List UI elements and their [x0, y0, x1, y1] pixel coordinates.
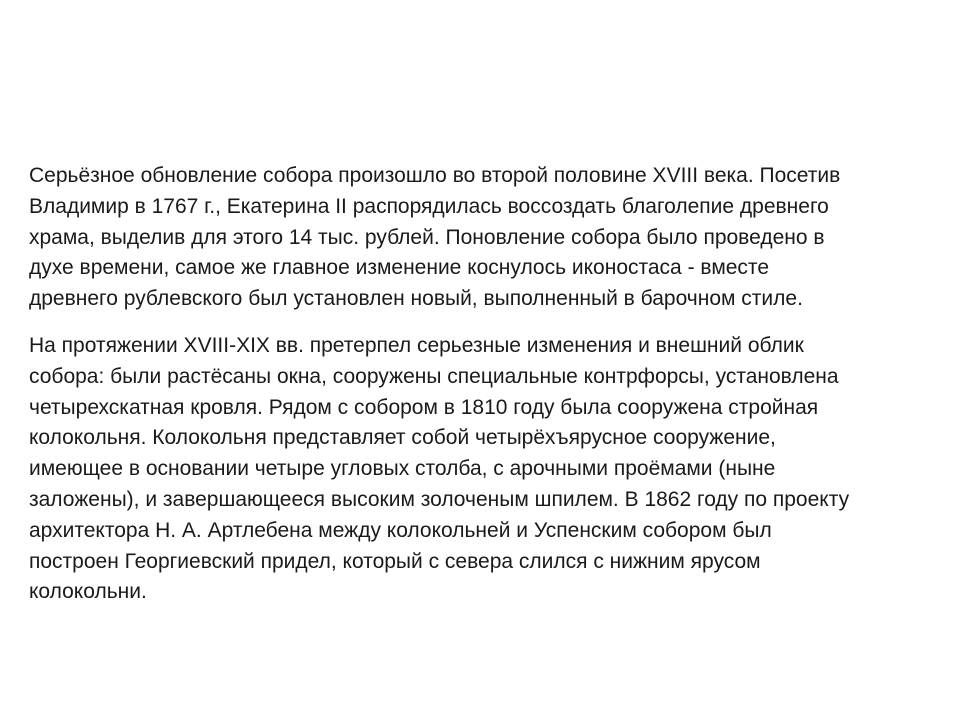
paragraph-spacer	[29, 315, 960, 331]
text-line: собора: были растёсаны окна, сооружены специальные контрфорсы, установлена	[29, 364, 839, 388]
text-line: На протяжении XVIII-XIX вв. претерпел серьезные изменения и внешний облик	[29, 333, 804, 357]
text-line: архитектора Н. А. Артлебена между колокольней и Успенским собором был	[29, 518, 772, 542]
text-line: колокольни.	[29, 580, 147, 604]
text-line: Серьёзное обновление собора произошло во второй половине XVIII века. Посетив	[29, 164, 841, 187]
text-line: храма, выделив для этого 14 тыс. рублей. Поновление собора было проведено в	[29, 225, 825, 249]
text-line: имеющее в основании четыре угловых столба, с арочными проёмами (ныне	[29, 457, 776, 481]
text-line: Владимир в 1767 г., Екатерина II распорядилась воссоздать благолепие древнего	[29, 194, 829, 218]
text-body	[29, 161, 960, 608]
text-line: духе времени, самое же главное изменение коснулось иконостаса - вместе	[29, 256, 769, 280]
text-line: четырехскатная кровля. Рядом с собором в 1810 году была сооружена стройная	[29, 395, 819, 419]
paragraph-cathedral-renovation	[29, 161, 960, 315]
paragraph-bell-tower	[29, 331, 960, 608]
text-line: построен Георгиевский придел, который с севера слился с нижним ярусом	[29, 549, 761, 573]
text-line: заложены), и завершающееся высоким золоченым шпилем. В 1862 году по проекту	[29, 487, 850, 511]
text-line: колокольня. Колокольня представляет собой четырёхъярусное сооружение,	[29, 426, 776, 450]
text-line: древнего рублевского был установлен новый, выполненный в барочном стиле.	[29, 287, 803, 311]
